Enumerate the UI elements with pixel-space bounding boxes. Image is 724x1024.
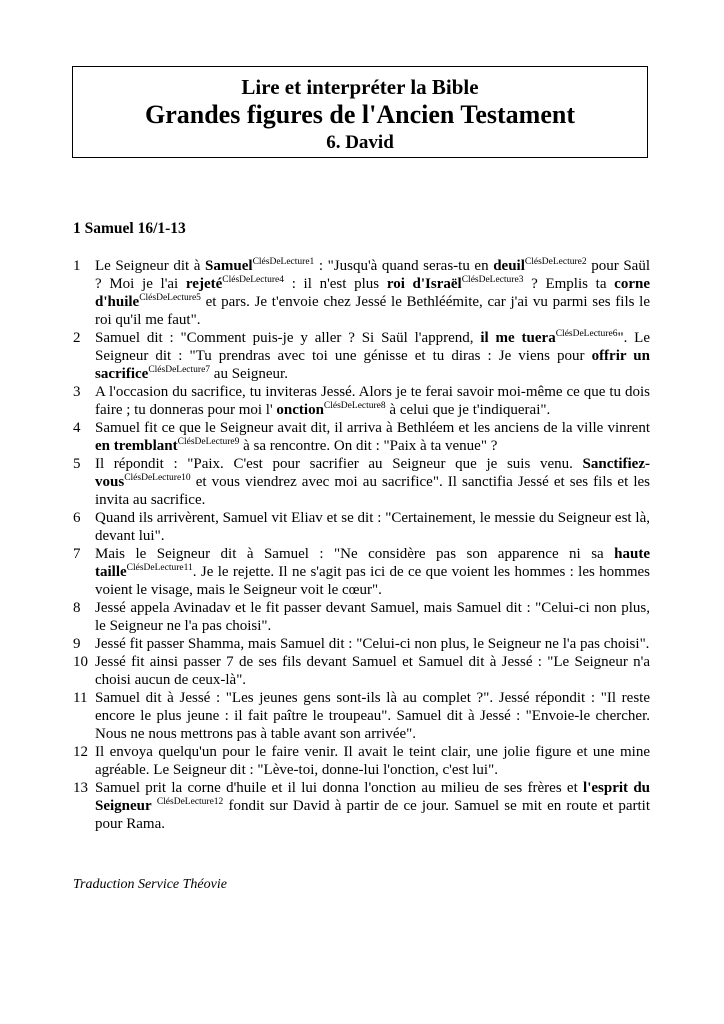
reading-key-footnote: ClésDeLecture1 — [252, 257, 315, 267]
verse-10 — [73, 653, 650, 689]
verse-text-segment: et pars. Je t'envoie chez Jessé le Bethléémite, car j'ai vu parmi ses fils le roi qu'il me faut". — [95, 294, 650, 328]
verse-text-segment: Il répondit : "Paix. C'est pour sacrifier au Seigneur que je suis venu. — [95, 456, 583, 472]
key-term: Samuel — [205, 258, 253, 274]
verse-number: 6 — [73, 510, 81, 526]
verse-text-segment: Jessé fit passer Shamma, mais Samuel dit : "Celui-ci non plus, le Seigneur ne l'a pas choisi". — [95, 636, 650, 652]
verse-3 — [73, 383, 650, 419]
verse-number: 13 — [73, 780, 88, 796]
translation-credit: Traduction Service Théovie — [73, 877, 227, 892]
verse-number: 9 — [73, 636, 81, 652]
verse-13 — [73, 779, 650, 833]
verse-text — [95, 383, 650, 419]
verse-number: 7 — [73, 546, 81, 562]
verse-text-segment: ? Emplis ta — [523, 276, 615, 292]
verse-text-segment: pour Saül ? Moi je l'ai — [95, 258, 650, 292]
key-term: offrir un sacrifice — [95, 348, 650, 382]
verse-text-segment: Samuel prit la corne d'huile et il lui donna l'onction au milieu de ses frères et — [95, 780, 584, 796]
reading-key-footnote: ClésDeLecture11 — [126, 563, 193, 573]
reading-key-footnote: ClésDeLecture6 — [555, 329, 618, 339]
verse-text — [95, 455, 650, 509]
verse-text-segment: A l'occasion du sacrifice, tu inviteras Jessé. Alors je te ferai savoir moi-même ce que tu dois faire ; tu donneras pour moi l' — [95, 384, 650, 418]
verse-number: 11 — [73, 690, 88, 706]
key-term: corne d'huile — [95, 276, 650, 310]
reading-key-footnote: ClésDeLecture4 — [222, 275, 285, 285]
verse-text — [95, 653, 650, 689]
reading-key-footnote: ClésDeLecture12 — [156, 797, 224, 807]
key-term: deuil — [493, 258, 525, 274]
verse-text-segment: fondit sur David à partir de ce jour. Samuel se mit en route et partit pour Rama. — [95, 798, 651, 832]
verse-number: 5 — [73, 456, 81, 472]
verse-number: 12 — [73, 744, 88, 760]
title-box — [72, 66, 648, 158]
verse-text-segment: . Je le rejette. Il ne s'agit pas ici de ce que voient les hommes : les hommes voient le visage, mais le Seigneur voit le cœur". — [95, 564, 650, 598]
key-term: l'esprit du Seigneur — [95, 780, 651, 814]
verse-text-segment: : il n'est plus — [284, 276, 387, 292]
key-term: onction — [276, 402, 324, 418]
verse-text — [95, 257, 650, 329]
verse-text-segment: Jessé fit ainsi passer 7 de ses fils devant Samuel et Samuel dit à Jessé : "Le Seigneur n'a choisi aucun de ceux-là". — [95, 654, 650, 688]
verse-text-segment: ". Le Seigneur dit : "Tu prendras avec toi une génisse et tu diras : Je viens pour — [95, 330, 650, 364]
verse-text-segment: Le Seigneur dit à — [95, 258, 206, 274]
verse-text-segment: Samuel dit : "Comment puis-je y aller ? Si Saül l'apprend, — [95, 330, 481, 346]
verse-4 — [73, 419, 650, 455]
reading-key-footnote: ClésDeLecture5 — [139, 293, 201, 303]
verse-9 — [73, 635, 650, 653]
verse-7 — [73, 545, 650, 599]
verse-5 — [73, 455, 650, 509]
verse-1 — [73, 257, 650, 329]
key-term: rejeté — [185, 276, 223, 292]
key-term: Sanctifiez-vous — [95, 456, 650, 490]
verse-text — [95, 545, 650, 599]
verse-text-segment: : "Jusqu'à quand seras-tu en — [314, 258, 494, 274]
verse-text — [95, 329, 650, 383]
scripture-reference: 1 Samuel 16/1-13 — [73, 220, 186, 237]
verse-text-segment: et vous viendrez avec moi au sacrifice". Il sanctifia Jessé et ses fils et les invita au sacrifice. — [95, 474, 650, 508]
verse-11 — [73, 689, 650, 743]
verse-number: 4 — [73, 420, 81, 436]
verse-text-segment: à celui que je t'indiquerai". — [385, 402, 551, 418]
verse-12 — [73, 743, 650, 779]
page-title: Grandes figures de l'Ancien Testament — [145, 100, 575, 129]
verse-list — [73, 257, 650, 833]
verse-text — [95, 509, 650, 545]
verse-text-segment: Mais le Seigneur dit à Samuel : "Ne considère pas son apparence ni sa — [95, 546, 615, 562]
verse-number: 2 — [73, 330, 81, 346]
verse-8 — [73, 599, 650, 635]
key-term: il me tuera — [480, 330, 556, 346]
verse-text-segment: Il envoya quelqu'un pour le faire venir. Il avait le teint clair, une jolie figure et une mine agréable. Le Seigneur dit : "Lève-toi, donne-lui l'onction, c'est lui". — [95, 744, 650, 778]
reading-key-footnote: ClésDeLecture9 — [177, 437, 240, 447]
series-title: Lire et interpréter la Bible — [241, 75, 479, 99]
verse-number: 8 — [73, 600, 81, 616]
verse-text-segment: Samuel dit à Jessé : "Les jeunes gens sont-ils là au complet ?". Jessé répondit : "Il reste encore le plus jeune : il fait paître le troupeau". Samuel dit à Jessé : "Envoie-le chercher. Nous ne nous mettrons pas à table avant son arrivée". — [95, 690, 650, 742]
verse-text — [95, 635, 650, 653]
verse-text — [95, 599, 650, 635]
verse-text-segment: à sa rencontre. On dit : "Paix à ta venue" ? — [239, 438, 498, 454]
reading-key-footnote: ClésDeLecture2 — [524, 257, 587, 267]
verse-text — [95, 743, 650, 779]
verse-text — [95, 689, 650, 743]
verse-number: 1 — [73, 258, 81, 274]
verse-text — [95, 779, 650, 833]
reading-key-footnote: ClésDeLecture7 — [148, 365, 211, 375]
reading-key-footnote: ClésDeLecture10 — [124, 473, 191, 483]
verse-6 — [73, 509, 650, 545]
verse-text-segment: Quand ils arrivèrent, Samuel vit Eliav et se dit : "Certainement, le messie du Seigneur est là, devant lui". — [95, 510, 650, 544]
key-term: roi d'Israël — [386, 276, 462, 292]
verse-number: 10 — [73, 654, 88, 670]
reading-key-footnote: ClésDeLecture3 — [461, 275, 524, 285]
verse-2 — [73, 329, 650, 383]
key-term: en tremblant — [95, 438, 178, 454]
key-term: haute taille — [95, 546, 650, 580]
verse-text-segment: au Seigneur. — [210, 366, 288, 382]
verse-text-segment: Jessé appela Avinadav et le fit passer devant Samuel, mais Samuel dit : "Celui-ci non plus, le Seigneur ne l'a pas choisi". — [95, 600, 650, 634]
reading-key-footnote: ClésDeLecture8 — [323, 401, 386, 411]
verse-number: 3 — [73, 384, 81, 400]
verse-text — [95, 419, 650, 455]
verse-text-segment: Samuel fit ce que le Seigneur avait dit, il arriva à Bethléem et les anciens de la ville vinrent — [95, 420, 650, 436]
chapter-title: 6. David — [326, 132, 394, 153]
